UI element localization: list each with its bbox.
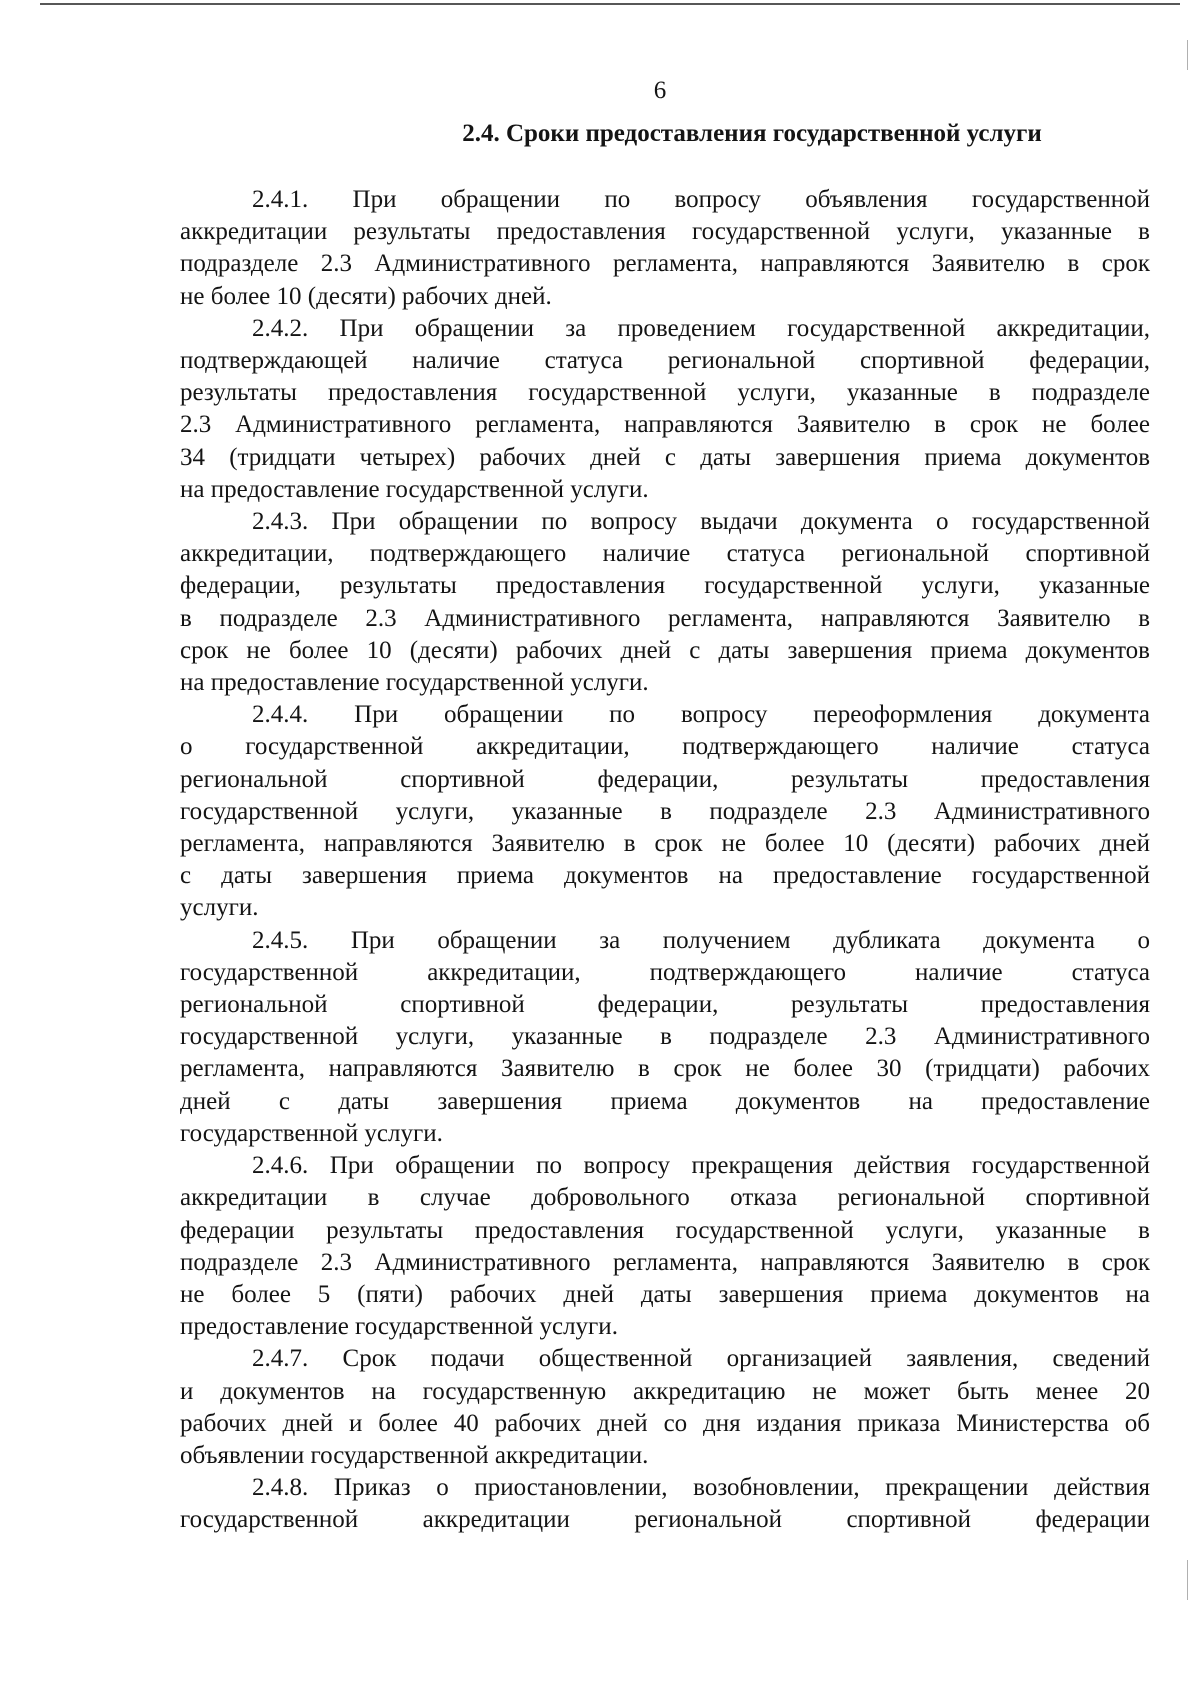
paragraph-line: результаты предоставления государственной услуги, указанные в подразделе xyxy=(180,379,1150,407)
section-title: 2.4. Сроки предоставления государственной услуги xyxy=(462,120,1042,147)
paragraph-2-4-6 xyxy=(180,1150,1150,1343)
paragraph-line: регламента, направляются Заявителю в срок не более 30 (тридцати) рабочих xyxy=(180,1055,1150,1083)
paragraph-2-4-2 xyxy=(180,313,1150,506)
paragraph-line: 2.4.6. При обращении по вопросу прекращения действия государственной xyxy=(252,1152,1150,1180)
paragraph-line: аккредитации результаты предоставления государственной услуги, указанные в xyxy=(180,218,1150,246)
scan-top-edge-line xyxy=(40,3,1180,5)
paragraph-line: дней с даты завершения приема документов на предоставление xyxy=(180,1087,1150,1115)
paragraph-2-4-3 xyxy=(180,506,1150,699)
paragraph-line: регламента, направляются Заявителю в срок не более 10 (десяти) рабочих дней xyxy=(180,830,1150,858)
paragraph-line: 2.3 Административного регламента, направляются Заявителю в срок не более xyxy=(180,411,1150,439)
paragraph-line: рабочих дней и более 40 рабочих дней со дня издания приказа Министерства об xyxy=(180,1409,1150,1437)
paragraph-2-4-1 xyxy=(180,184,1150,313)
paragraph-line: аккредитации в случае добровольного отказа региональной спортивной xyxy=(180,1184,1150,1212)
paragraph-line: подразделе 2.3 Административного регламента, направляются Заявителю в срок xyxy=(180,250,1150,278)
scan-margin-mark xyxy=(1187,1560,1188,1600)
paragraph-line: 2.4.8. Приказ о приостановлении, возобновлении, прекращении действия xyxy=(252,1474,1150,1502)
scan-margin-mark xyxy=(1187,40,1188,70)
paragraph-line: 34 (тридцати четырех) рабочих дней с даты завершения приема документов xyxy=(180,443,1150,471)
paragraph-2-4-7 xyxy=(180,1343,1150,1472)
paragraph-line: предоставление государственной услуги. xyxy=(180,1313,618,1341)
page-number: 6 xyxy=(653,77,667,104)
paragraph-2-4-4 xyxy=(180,699,1150,924)
paragraph-line: региональной спортивной федерации, результаты предоставления xyxy=(180,991,1150,1019)
paragraph-line: подтверждающей наличие статуса региональной спортивной федерации, xyxy=(180,347,1150,375)
paragraph-line: 2.4.4. При обращении по вопросу переоформления документа xyxy=(252,701,1150,729)
paragraph-line: региональной спортивной федерации, результаты предоставления xyxy=(180,765,1150,793)
paragraph-line: с даты завершения приема документов на предоставление государственной xyxy=(180,862,1150,890)
paragraph-line: государственной услуги. xyxy=(180,1119,443,1147)
document-body xyxy=(180,184,1150,1537)
paragraph-line: 2.4.3. При обращении по вопросу выдачи документа о государственной xyxy=(252,508,1150,536)
paragraph-line: не более 10 (десяти) рабочих дней. xyxy=(180,282,552,310)
paragraph-line: услуги. xyxy=(180,894,259,922)
paragraph-2-4-8 xyxy=(180,1472,1150,1536)
paragraph-line: на предоставление государственной услуги. xyxy=(180,475,649,503)
paragraph-line: подразделе 2.3 Административного регламента, направляются Заявителю в срок xyxy=(180,1248,1150,1276)
paragraph-line: 2.4.2. При обращении за проведением государственной аккредитации, xyxy=(252,314,1150,342)
paragraph-line: о государственной аккредитации, подтверждающего наличие статуса xyxy=(180,733,1150,761)
paragraph-line: срок не более 10 (десяти) рабочих дней с даты завершения приема документов xyxy=(180,636,1150,664)
paragraph-line: в подразделе 2.3 Административного регламента, направляются Заявителю в xyxy=(180,604,1150,632)
paragraph-line: федерации результаты предоставления государственной услуги, указанные в xyxy=(180,1216,1150,1244)
paragraph-line: федерации, результаты предоставления государственной услуги, указанные xyxy=(180,572,1150,600)
paragraph-line: государственной аккредитации, подтверждающего наличие статуса xyxy=(180,958,1150,986)
paragraph-2-4-5 xyxy=(180,925,1150,1150)
paragraph-line: государственной услуги, указанные в подразделе 2.3 Административного xyxy=(180,797,1150,825)
paragraph-line: 2.4.7. Срок подачи общественной организацией заявления, сведений xyxy=(252,1345,1150,1373)
paragraph-line: государственной аккредитации региональной спортивной федерации xyxy=(180,1506,1150,1534)
paragraph-line: на предоставление государственной услуги. xyxy=(180,669,649,697)
paragraph-line: не более 5 (пяти) рабочих дней даты завершения приема документов на xyxy=(180,1280,1150,1308)
paragraph-line: 2.4.5. При обращении за получением дубликата документа о xyxy=(252,926,1150,954)
paragraph-line: и документов на государственную аккредитацию не может быть менее 20 xyxy=(180,1377,1150,1405)
paragraph-line: объявлении государственной аккредитации. xyxy=(180,1441,649,1469)
paragraph-line: государственной услуги, указанные в подразделе 2.3 Административного xyxy=(180,1023,1150,1051)
paragraph-line: 2.4.1. При обращении по вопросу объявления государственной xyxy=(252,186,1150,213)
paragraph-line: аккредитации, подтверждающего наличие статуса региональной спортивной xyxy=(180,540,1150,568)
